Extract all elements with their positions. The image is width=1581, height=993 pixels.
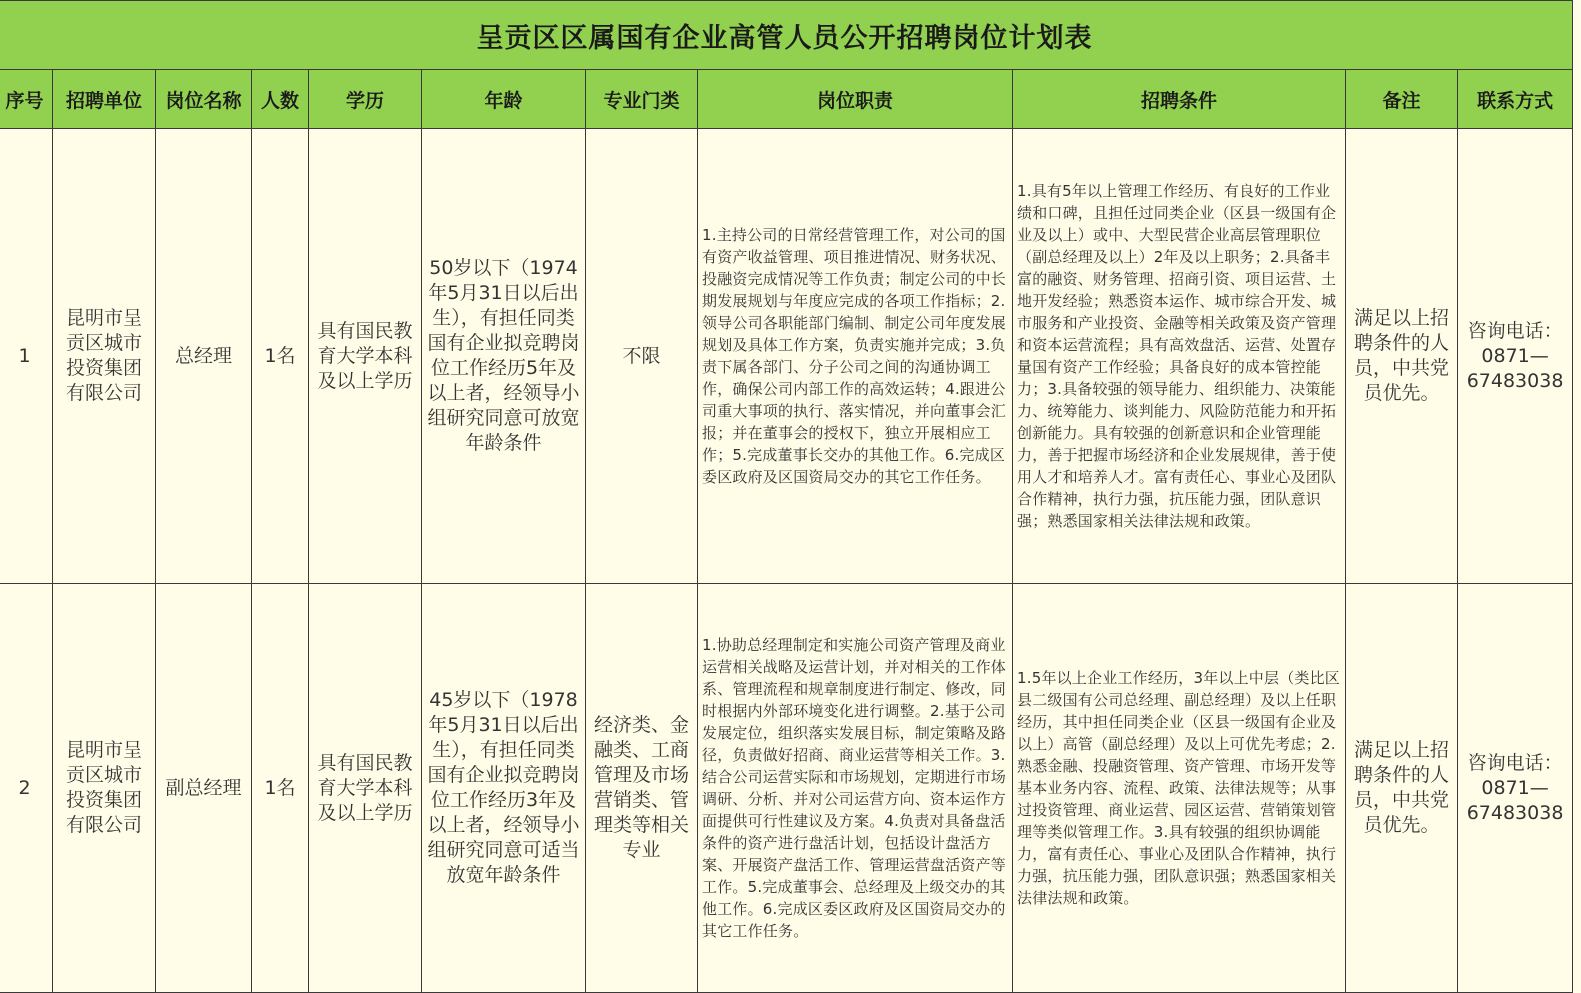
cell-age: 45岁以下（1978年5月31日以后出生），有担任同类国有企业拟竞聘岗位工作经历3年及以上者，经领导小组研究同意可适当放宽年龄条件 <box>422 584 586 993</box>
cell-position: 副总经理 <box>156 584 252 993</box>
header-requirements: 招聘条件 <box>1013 70 1346 129</box>
cell-major: 经济类、金融类、工商管理及市场营销类、管理类等相关专业 <box>586 584 698 993</box>
cell-unit: 昆明市呈贡区城市投资集团有限公司 <box>53 584 156 993</box>
header-contact: 联系方式 <box>1458 70 1573 129</box>
cell-remark: 满足以上招聘条件的人员，中共党员优先。 <box>1346 129 1458 584</box>
header-count: 人数 <box>252 70 309 129</box>
table-row <box>0 584 1573 993</box>
header-duties: 岗位职责 <box>698 70 1013 129</box>
cell-seq: 2 <box>0 584 53 993</box>
cell-major: 不限 <box>586 129 698 584</box>
cell-count: 1名 <box>252 584 309 993</box>
cell-position: 总经理 <box>156 129 252 584</box>
cell-requirements: 1.具有5年以上管理工作经历、有良好的工作业绩和口碑，且担任过同类企业（区县一级国有企业及以上）或中、大型民营企业高层管理职位（副总经理及以上）2年及以上职务；2.具备丰富的融资、财务管理、招商引资、项目运营、土地开发经验；熟悉资本运作、城市综合开发、城市服务和产业投资、金融等相关政策及资产管理和资本运营流程；具有高效盘活、运营、处置存量国有资产工作经验；具备良好的成本管控能力；3.具备较强的领导能力、组织能力、决策能力、统筹能力、谈判能力、风险防范能力和开拓创新能力。具有较强的创新意识和企业管理能力，善于把握市场经济和企业发展规律，善于使用人才和培养人才。富有责任心、事业心及团队合作精神，执行力强，抗压能力强，团队意识强；熟悉国家相关法律法规和政策。 <box>1013 129 1346 584</box>
cell-education: 具有国民教育大学本科及以上学历 <box>309 584 422 993</box>
cell-remark: 满足以上招聘条件的人员，中共党员优先。 <box>1346 584 1458 993</box>
header-position: 岗位名称 <box>156 70 252 129</box>
cell-unit: 昆明市呈贡区城市投资集团有限公司 <box>53 129 156 584</box>
header-education: 学历 <box>309 70 422 129</box>
cell-duties: 1.协助总经理制定和实施公司资产管理及商业运营相关战略及运营计划，并对相关的工作体系、管理流程和规章制度进行制定、修改，同时根据内外部环境变化进行调整。2.基于公司发展定位，组织落实发展目标，制定策略及路径，负责做好招商、商业运营等相关工作。3.结合公司运营实际和市场规划，定期进行市场调研、分析、并对公司运营方向、资本运作方面提供可行性建议及方案。4.负责对具备盘活条件的资产进行盘活计划，包括设计盘活方案、开展资产盘活工作、管理运营盘活资产等工作。5.完成董事会、总经理及上级交办的其他工作。6.完成区委区政府及区国资局交办的其它工作任务。 <box>698 584 1013 993</box>
cell-education: 具有国民教育大学本科及以上学历 <box>309 129 422 584</box>
cell-contact: 咨询电话：0871—67483038 <box>1458 584 1573 993</box>
header-age: 年龄 <box>422 70 586 129</box>
cell-duties: 1.主持公司的日常经营管理工作，对公司的国有资产收益管理、项目推进情况、财务状况、投融资完成情况等工作负责；制定公司的中长期发展规划与年度应完成的各项工作指标；2.领导公司各职能部门编制、制定公司年度发展规划及具体工作方案，负责实施并完成；3.负责下属各部门、分子公司之间的沟通协调工作，确保公司内部工作的高效运转；4.跟进公司重大事项的执行、落实情况，并向董事会汇报；并在董事会的授权下，独立开展相应工作；5.完成董事长交办的其他工作。6.完成区委区政府及区国资局交办的其它工作任务。 <box>698 129 1013 584</box>
cell-requirements: 1.5年以上企业工作经历，3年以上中层（类比区县二级国有公司总经理、副总经理）及以上任职经历，其中担任同类企业（区县一级国有企业及以上）高管（副总经理）及以上可优先考虑；2.熟悉金融、投融资管理、资产管理、市场开发等基本业务内容、流程、政策、法律法规等；从事过投资管理、商业运营、园区运营、营销策划管理等类似管理工作。3.具有较强的组织协调能力，富有责任心、事业心及团队合作精神，执行力强，抗压能力强，团队意识强；熟悉国家相关法律法规和政策。 <box>1013 584 1346 993</box>
header-row <box>0 70 1573 129</box>
table-row <box>0 129 1573 584</box>
cell-contact: 咨询电话：0871—67483038 <box>1458 129 1573 584</box>
table-title: 呈贡区区属国有企业高管人员公开招聘岗位计划表 <box>0 1 1573 70</box>
cell-age: 50岁以下（1974年5月31日以后出生），有担任同类国有企业拟竞聘岗位工作经历5年及以上者，经领导小组研究同意可放宽年龄条件 <box>422 129 586 584</box>
header-seq: 序号 <box>0 70 53 129</box>
header-remark: 备注 <box>1346 70 1458 129</box>
header-major: 专业门类 <box>586 70 698 129</box>
cell-count: 1名 <box>252 129 309 584</box>
cell-seq: 1 <box>0 129 53 584</box>
header-unit: 招聘单位 <box>53 70 156 129</box>
